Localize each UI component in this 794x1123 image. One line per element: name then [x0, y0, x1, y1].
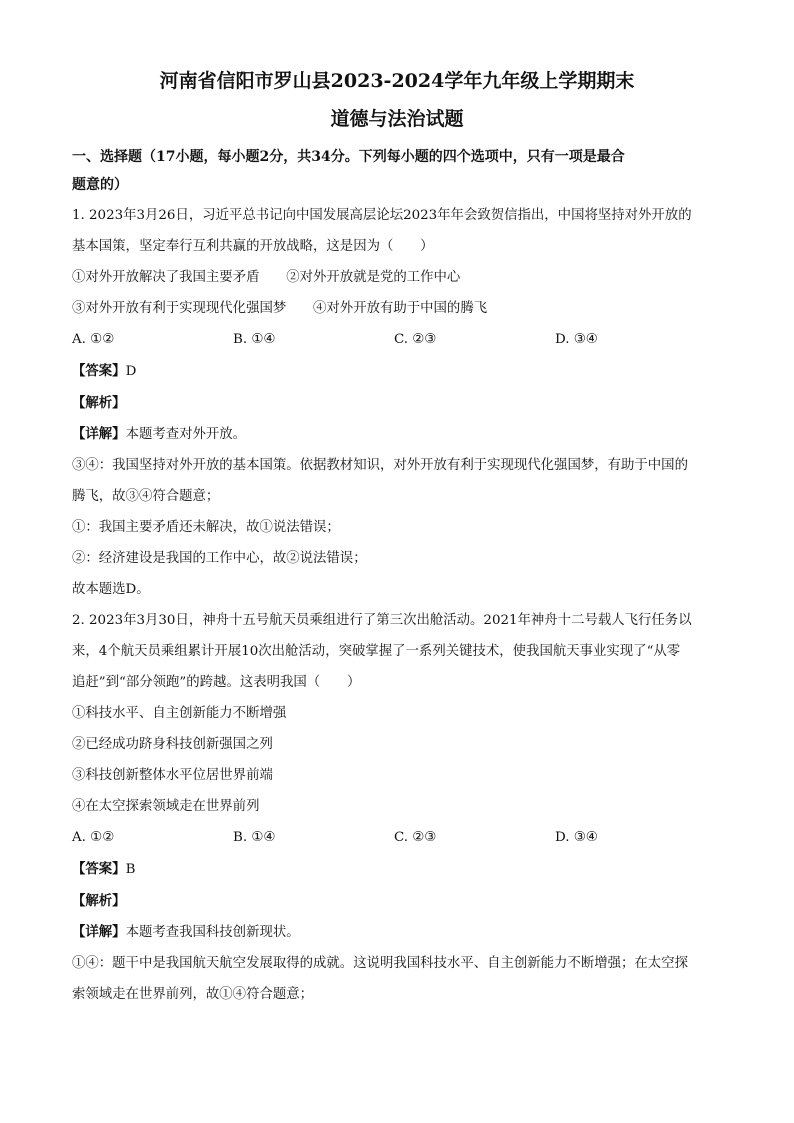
section-heading-line1: 一、选择题（17小题，每小题2分，共34分。下列每小题的四个选项中，只有一项是最合 [72, 149, 625, 165]
question-2-statement-3: ③科技创新整体水平位居世界前端 [72, 768, 273, 783]
question-1-analysis-label: 【解析】 [72, 395, 126, 411]
question-2-stem-line1: 2. 2023年3月30日，神舟十五号航天员乘组进行了第三次出舱活动。2021年神舟十二号载人飞行任务以 [72, 613, 692, 628]
question-1-explanation-5: 故本题选D。 [72, 582, 150, 597]
question-2-stem-line3: 追赶”到“部分领跑”的跨越。这表明我国（ ） [72, 675, 361, 690]
question-1 [72, 205, 722, 601]
question-1-stem-line1: 1. 2023年3月26日，习近平总书记向中国发展高层论坛2023年年会致贺信指出，中国将坚持对外开放的 [72, 208, 692, 223]
answer-label: 【答案】 [72, 861, 126, 877]
question-2-stem-line2: 来，4个航天员乘组累计开展10次出舱活动，突破掌握了一系列关键技术，使我国航天事业实现了“从零 [72, 644, 681, 659]
question-1-explanation-1: ③④：我国坚持对外开放的基本国策。依据教材知识，对外开放有利于实现现代化强国梦，有助于中国的 [72, 458, 688, 473]
question-2-explanation-2: 索领域走在世界前列，故①④符合题意； [72, 987, 314, 1002]
question-2-options [72, 827, 722, 849]
question-1-option-c: C. ②③ [394, 332, 437, 347]
question-2-explanation-1: ①④：题干中是我国航天航空发展取得的成就。这说明我国科技水平、自主创新能力不断增强；在太空探 [72, 956, 688, 971]
question-1-explanation-3: ①：我国主要矛盾还未解决，故①说法错误； [72, 520, 340, 535]
question-2-detail [72, 921, 722, 944]
answer-value: D [125, 364, 137, 379]
question-2-statement-2: ②已经成功跻身科技创新强国之列 [72, 737, 273, 752]
question-2-answer [72, 858, 722, 881]
question-2-statement-4: ④在太空探索领域走在世界前列 [72, 799, 260, 814]
detail-text: 本题考查对外开放。 [125, 427, 247, 442]
answer-value: B [125, 862, 136, 877]
question-1-answer [72, 360, 722, 383]
document-title-line2: 道德与法治试题 [330, 108, 464, 130]
section-heading [72, 146, 722, 196]
section-heading-line2: 题意的） [72, 177, 128, 193]
question-2-option-d: D. ③④ [555, 830, 598, 845]
question-1-option-a: A. ①② [72, 332, 115, 347]
detail-label: 【详解】 [72, 924, 126, 940]
question-2-option-a: A. ①② [72, 830, 115, 845]
question-2-analysis-label: 【解析】 [72, 893, 126, 909]
question-1-option-d: D. ③④ [555, 332, 598, 347]
question-1-stem-line2: 基本国策，坚定奉行互利共赢的开放战略，这是因为（ ） [72, 239, 434, 254]
question-2-option-b: B. ①④ [233, 830, 276, 845]
question-1-detail [72, 423, 722, 446]
document-title-line1: 河南省信阳市罗山县2023-2024学年九年级上学期期末 [159, 70, 635, 92]
answer-label: 【答案】 [72, 363, 126, 379]
detail-label: 【详解】 [72, 426, 126, 442]
question-1-explanation-4: ②：经济建设是我国的工作中心，故②说法错误； [72, 551, 367, 566]
question-1-options [72, 329, 722, 351]
detail-text: 本题考查我国科技创新现状。 [125, 925, 300, 940]
question-2 [72, 610, 722, 1006]
question-1-statement-2: ③对外开放有利于实现现代化强国梦 ④对外开放有助于中国的腾飞 [72, 301, 488, 316]
question-1-option-b: B. ①④ [233, 332, 276, 347]
question-2-option-c: C. ②③ [394, 830, 437, 845]
question-1-explanation-2: 腾飞，故③④符合题意； [72, 489, 220, 504]
question-1-statement-1: ①对外开放解决了我国主要矛盾 ②对外开放就是党的工作中心 [72, 270, 461, 285]
question-2-statement-1: ①科技水平、自主创新能力不断增强 [72, 706, 287, 721]
